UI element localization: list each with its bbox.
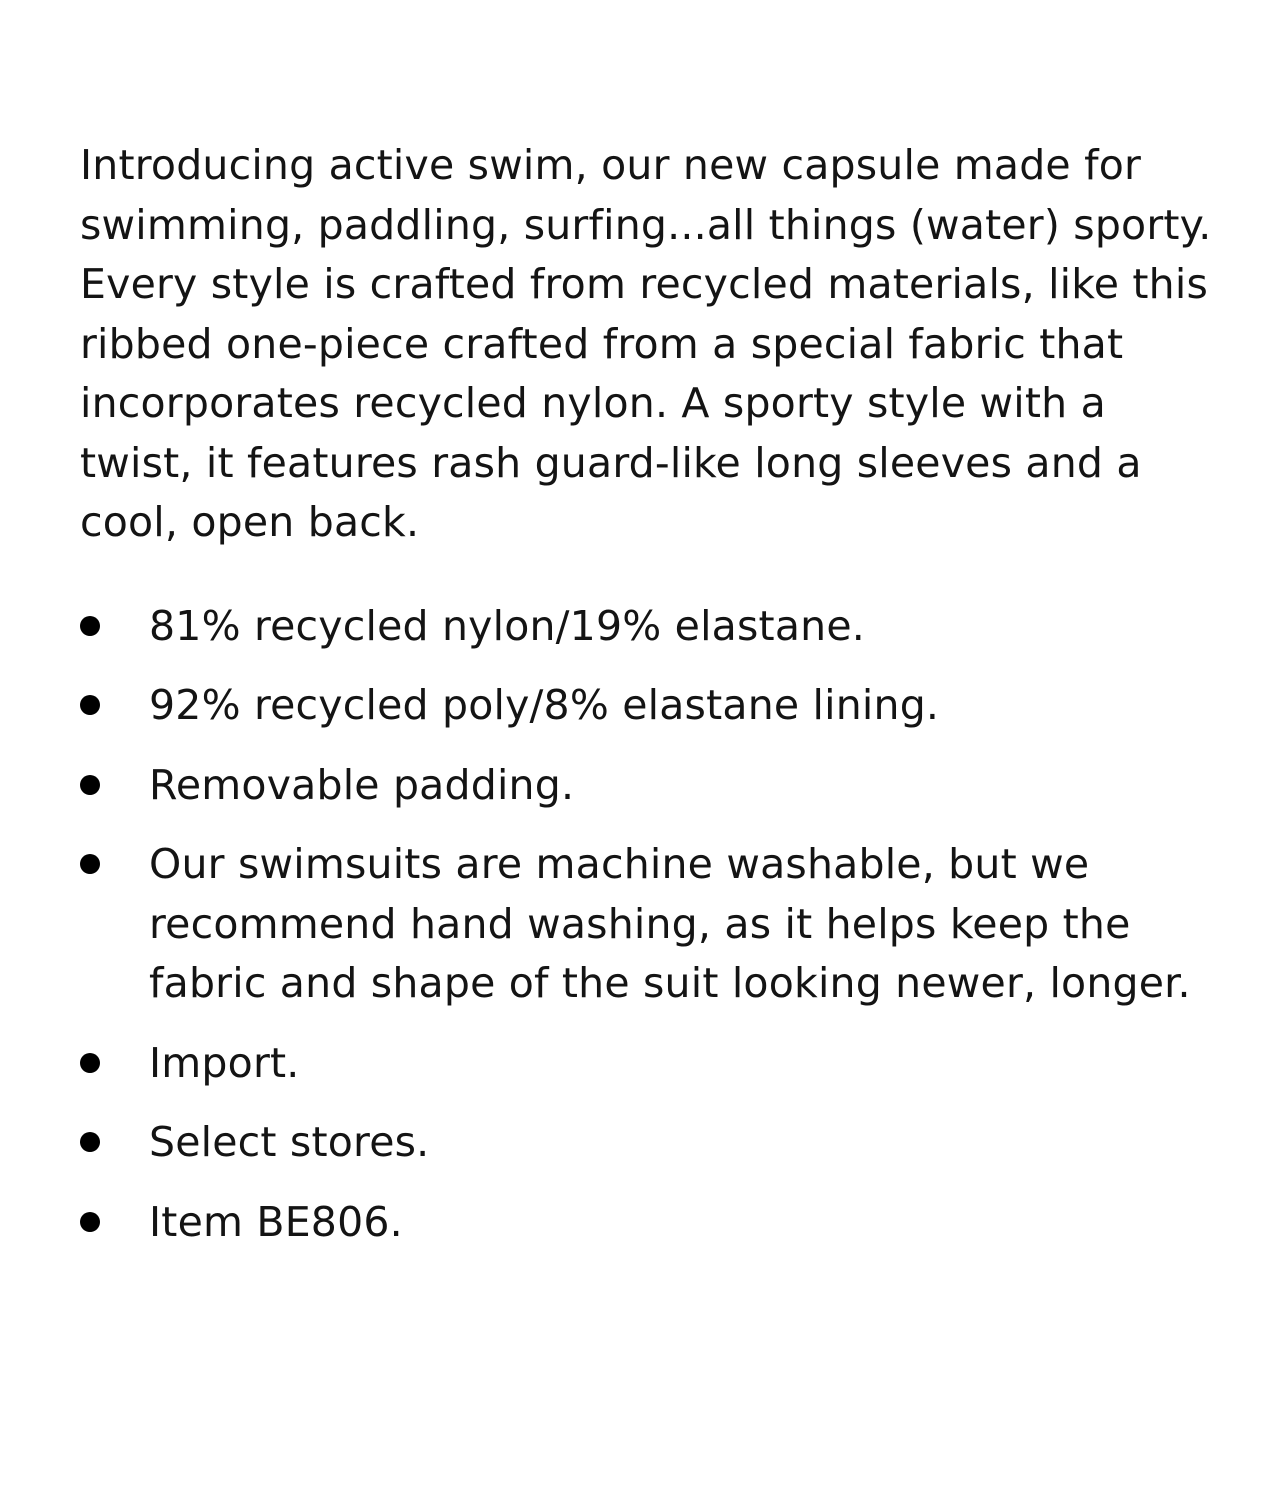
bullet-icon	[80, 854, 100, 874]
feature-item	[80, 676, 1230, 736]
feature-text: 81% recycled nylon/19% elastane.	[149, 601, 865, 650]
description-paragraph: Introducing active swim, our new capsule made for swimming, paddling, surfing...all things (water) sporty. Every style is crafted from recycled materials, like this ribbed one-piece crafted from a special fabric that incorporates recycled nylon. A sporty style with a twist, it features rash guard-like long sleeves and a cool, open back.	[80, 141, 1212, 546]
feature-item	[80, 756, 1230, 816]
bullet-icon	[80, 1053, 100, 1073]
bullet-icon	[80, 775, 100, 795]
feature-text: 92% recycled poly/8% elastane lining.	[149, 681, 940, 729]
feature-text: Import.	[149, 1038, 300, 1087]
bullet-icon	[80, 1212, 100, 1232]
product-description	[80, 136, 1230, 1272]
bullet-icon	[80, 695, 100, 715]
feature-item	[80, 1113, 1230, 1173]
feature-item	[80, 1034, 1230, 1094]
bullet-icon	[80, 616, 100, 636]
feature-text: Our swimsuits are machine washable, but we recommend hand washing, as it helps keep the fabric and shape of the suit looking newer, longer.	[149, 840, 1191, 1007]
feature-item	[80, 597, 1230, 657]
feature-list	[80, 597, 1230, 1253]
feature-item	[80, 835, 1230, 1014]
feature-text: Select stores.	[149, 1118, 430, 1166]
feature-item	[80, 1193, 1230, 1253]
feature-text: Removable padding.	[149, 760, 575, 809]
feature-text: Item BE806.	[149, 1197, 403, 1246]
bullet-icon	[80, 1132, 100, 1152]
